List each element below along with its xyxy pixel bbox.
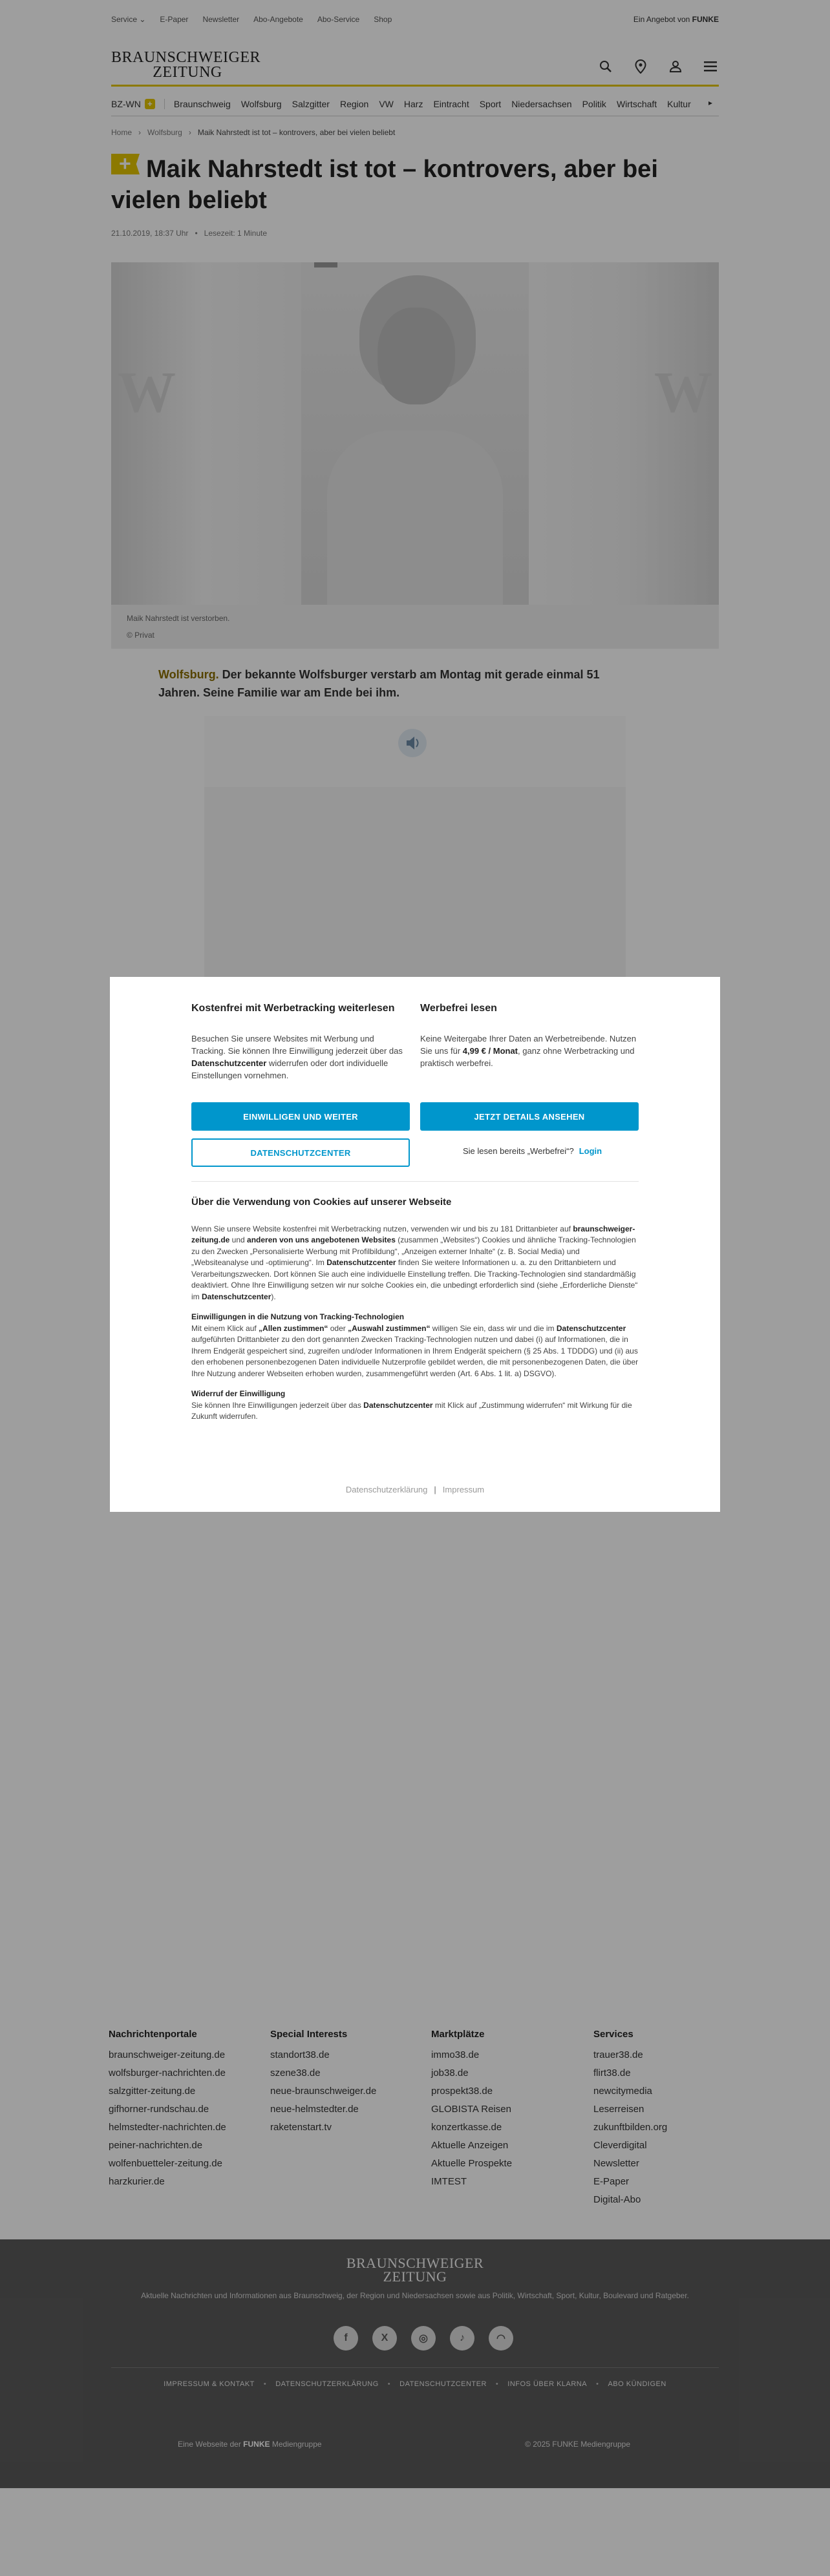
footer-column-title: Marktplätze: [431, 2029, 485, 2040]
breadcrumb-separator: ›: [188, 128, 191, 137]
footer-link[interactable]: GLOBISTA Reisen: [431, 2104, 511, 2115]
legal-link[interactable]: DATENSCHUTZERKLÄRUNG: [275, 2380, 379, 2388]
legal-link[interactable]: IMPRESSUM & KONTAKT: [164, 2380, 255, 2388]
footer-logo[interactable]: [0, 2256, 830, 2283]
footer-link[interactable]: trauer38.de: [593, 2049, 643, 2060]
cookie-info: [191, 1197, 639, 1423]
footer-link[interactable]: immo38.de: [431, 2049, 480, 2060]
adfree-text-2: , ganz ohne Werbetracking und praktisch werbefrei.: [420, 1046, 635, 1068]
accept-button[interactable]: EINWILLIGEN UND WEITER: [191, 1102, 410, 1131]
top-bar-link[interactable]: Abo-Service: [317, 15, 360, 24]
revoke-title: Widerruf der Einwilligung: [191, 1389, 286, 1398]
lead-location: Wolfsburg.: [158, 668, 219, 681]
privacy-policy-link[interactable]: Datenschutzerklärung: [345, 1485, 428, 1494]
p3-b: mit Klick auf „Zustimmung widerrufen“ mit Wirkung für die Zukunft widerrufen.: [191, 1400, 632, 1421]
legal-links: [0, 2380, 830, 2388]
footer-link[interactable]: newcitymedia: [593, 2086, 652, 2097]
background-letter: W: [118, 361, 176, 424]
nav-item[interactable]: Eintracht: [433, 98, 469, 109]
top-bar-link[interactable]: Abo-Angebote: [253, 15, 303, 24]
top-bar-link[interactable]: Shop: [374, 15, 392, 24]
legal-separator: •: [387, 2380, 391, 2388]
p1-c: (zusammen „Websites“) Cookies und ähnliche Tracking-Technologien zu den Zwecken „Personalisierte Werbung mit Profilbildung“, „Anzeigen externer Inhalte“ (z. B. Social Media) und „Websiteanalyse und -optimierung“. Im: [191, 1235, 636, 1267]
article-date: 21.10.2019, 18:37 Uhr: [111, 229, 189, 238]
p2-accept-selection: „Auswahl zustimmen“: [348, 1323, 431, 1333]
caption-text: Maik Nahrstedt ist verstorben.: [127, 614, 230, 623]
funke-offer-prefix: Ein Angebot von: [633, 15, 690, 24]
p1-site: braunschweiger-zeitung.de: [191, 1224, 635, 1244]
rss-icon[interactable]: ◠: [489, 2326, 513, 2351]
footer-link[interactable]: peiner-nachrichten.de: [109, 2140, 203, 2151]
consent-divider: [191, 1181, 639, 1182]
cookie-paragraph-2: [191, 1323, 639, 1380]
footer-column-title: Special Interests: [270, 2029, 348, 2040]
footer-link[interactable]: neue-helmstedter.de: [270, 2104, 359, 2115]
top-bar-link[interactable]: Service ⌄: [111, 15, 146, 24]
footer-link[interactable]: Newsletter: [593, 2158, 639, 2169]
nav-item[interactable]: Braunschweig: [173, 98, 231, 109]
nav-item[interactable]: Kultur: [667, 98, 691, 109]
login-link[interactable]: Login: [579, 1146, 602, 1156]
cookie-title: Über die Verwendung von Cookies auf unserer Webseite: [191, 1197, 452, 1208]
footer-link[interactable]: zukunftbilden.org: [593, 2122, 668, 2133]
legal-separator: •: [263, 2380, 267, 2388]
x-icon[interactable]: X: [372, 2326, 397, 2351]
p1-privacy-center-link[interactable]: Datenschutzcenter: [326, 1258, 396, 1267]
login-row: [463, 1146, 602, 1156]
footer-divider: [111, 2367, 719, 2368]
footer-link[interactable]: neue-braunschweiger.de: [270, 2086, 377, 2097]
nav-item[interactable]: Wolfsburg: [240, 98, 282, 109]
legal-separator: •: [596, 2380, 599, 2388]
footer-link[interactable]: Aktuelle Anzeigen: [431, 2140, 509, 2151]
caption-credit: © Privat: [127, 631, 154, 640]
nav-item[interactable]: Wirtschaft: [616, 98, 657, 109]
p2-d: aufgeführten Drittanbieter zu den dort genannten Zwecken Tracking-Technologien nutzen und dabei (i) auf Informationen, die in Ihrem Endgerät gespeichert sind, zugreifen und/oder Informationen in Ihrem Endgerät speichern (§ 25 Abs. 1 TDDDG) und (ii) aus den erhobenen personenbezogenen Daten individuelle Nutzerprofile gebildet werden, die mit personenbezogenen Daten, die über Ihre Nutzung anderer Webseiten erhoben wurden, zusammengeführt werden (Art. 6 Abs. 1 lit. a) DSGVO).: [191, 1335, 639, 1378]
footer-link[interactable]: Digital-Abo: [593, 2194, 641, 2205]
footer-publisher: [178, 2440, 322, 2449]
free-text-2: widerrufen oder dort individuelle Einstellungen vornehmen.: [191, 1058, 388, 1080]
tiktok-icon[interactable]: ♪: [450, 2326, 474, 2351]
publisher-brand: FUNKE: [243, 2440, 270, 2449]
p2-privacy-center-link[interactable]: Datenschutzcenter: [556, 1323, 626, 1333]
footer-link[interactable]: helmstedter-nachrichten.de: [109, 2122, 226, 2133]
free-text-1: Besuchen Sie unsere Websites mit Werbung und Tracking. Sie können Ihre Einwilligung jederzeit über das: [191, 1034, 403, 1056]
footer-link[interactable]: Cleverdigital: [593, 2140, 647, 2151]
privacy-center-button[interactable]: DATENSCHUTZCENTER: [191, 1138, 410, 1167]
footer-link[interactable]: flirt38.de: [593, 2068, 631, 2079]
footer-link[interactable]: standort38.de: [270, 2049, 330, 2060]
footer-link[interactable]: konzertkasse.de: [431, 2122, 502, 2133]
top-bar-link[interactable]: Newsletter: [202, 15, 240, 24]
plus-badge-icon: +: [145, 99, 155, 109]
bzwn-label: BZ-WN: [111, 98, 141, 109]
footer-link[interactable]: salzgitter-zeitung.de: [109, 2086, 196, 2097]
adfree-price: 4,99 € / Monat: [462, 1046, 518, 1056]
legal-link[interactable]: ABO KÜNDIGEN: [608, 2380, 666, 2388]
footer-link[interactable]: harzkurier.de: [109, 2176, 165, 2187]
footer-link[interactable]: IMTEST: [431, 2176, 467, 2187]
footer-link[interactable]: szene38.de: [270, 2068, 321, 2079]
consent-dialog: [110, 977, 720, 1512]
free-text: [191, 1032, 410, 1082]
footer-description: Aktuelle Nachrichten und Informationen aus Braunschweig, der Region und Niedersachsen sowie aus Politik, Wirtschaft, Sport, Kultur, Boulevard und Ratgeber.: [141, 2291, 689, 2300]
p1-e: ).: [271, 1292, 276, 1301]
background-letter: W: [654, 361, 712, 424]
footer-link[interactable]: braunschweiger-zeitung.de: [109, 2049, 226, 2060]
p3-privacy-center-link[interactable]: Datenschutzcenter: [363, 1400, 433, 1410]
adfree-text: [420, 1032, 639, 1069]
footer-link[interactable]: Leserreisen: [593, 2104, 644, 2115]
publisher-suffix: Mediengruppe: [270, 2440, 322, 2449]
consent-adfree-column: [420, 1003, 639, 1069]
breadcrumb-current: Maik Nahrstedt ist tot – kontrovers, aber bei vielen beliebt: [197, 128, 396, 137]
logo-line-1: BRAUNSCHWEIGER: [111, 49, 261, 66]
login-question: Sie lesen bereits „Werbefrei“?: [463, 1146, 574, 1156]
legal-link[interactable]: DATENSCHUTZCENTER: [399, 2380, 487, 2388]
cookie-paragraph-3: [191, 1400, 639, 1423]
consent-free-column: [191, 1003, 410, 1082]
footer-dark: [0, 2239, 830, 2488]
headline-text: Maik Nahrstedt ist tot – kontrovers, aber bei vielen beliebt: [111, 156, 658, 214]
consent-footer-separator: |: [434, 1485, 436, 1494]
copyright: © 2025 FUNKE Mediengruppe: [525, 2440, 630, 2449]
p2-c: willigen Sie ein, dass wir und die im: [430, 1323, 557, 1333]
details-button[interactable]: JETZT DETAILS ANSEHEN: [420, 1102, 639, 1131]
free-text-link[interactable]: Datenschutzcenter: [191, 1058, 267, 1068]
funke-brand: FUNKE: [692, 15, 719, 24]
nav-item[interactable]: Harz: [403, 98, 423, 109]
footer-link[interactable]: wolfsburger-nachrichten.de: [109, 2068, 226, 2079]
page-bottom-space: [0, 2488, 830, 2576]
imprint-link[interactable]: Impressum: [442, 1485, 485, 1494]
footer-link[interactable]: raketenstart.tv: [270, 2122, 332, 2133]
nav-more-arrow-icon[interactable]: ▸: [708, 98, 712, 107]
breadcrumb-wolfsburg[interactable]: Wolfsburg: [147, 128, 182, 137]
p1-privacy-center-link-2[interactable]: Datenschutzcenter: [202, 1292, 271, 1301]
free-title: Kostenfrei mit Werbetracking weiterlesen: [191, 1003, 395, 1014]
meta-bullet: •: [195, 229, 198, 238]
p1-b: und: [229, 1235, 248, 1244]
p1-other-sites[interactable]: anderen von uns angebotenen Websites: [247, 1235, 396, 1244]
nav-item[interactable]: Salzgitter: [292, 98, 330, 109]
adfree-title: Werbefrei lesen: [420, 1003, 497, 1014]
logo-line-2: ZEITUNG: [153, 64, 222, 81]
breadcrumb-separator: ›: [138, 128, 142, 137]
footer-link[interactable]: job38.de: [431, 2068, 469, 2079]
social-links: [334, 2326, 513, 2351]
nav-item[interactable]: Politik: [582, 98, 606, 109]
consent-footer: [110, 1485, 720, 1494]
p1-d: finden Sie weitere Informationen u. a. zu den Drittanbietern und Verarbeitungszwecken. Dort können Sie auch eine individuelle Einstellung treffen. Die Tracking-Technologien sind standardmäßig deaktiviert. Ohne Ihre Einwilligung setzen wir nur solche Cookies ein, die unbedingt erforderlich sind (siehe „Erforderliche Dienste“ im: [191, 1258, 638, 1301]
p2-a: Mit einem Klick auf: [191, 1323, 259, 1333]
footer-link[interactable]: Aktuelle Prospekte: [431, 2158, 513, 2169]
adfree-text-1: Keine Weitergabe Ihrer Daten an Werbetreibende. Nutzen Sie uns für: [420, 1034, 637, 1056]
breadcrumb-home[interactable]: Home: [111, 128, 133, 137]
nav-item[interactable]: Niedersachsen: [511, 98, 572, 109]
footer-link[interactable]: gifhorner-rundschau.de: [109, 2104, 209, 2115]
reading-time: Lesezeit: 1 Minute: [204, 229, 268, 238]
nav-item[interactable]: VW: [379, 98, 394, 109]
instagram-icon[interactable]: ◎: [411, 2326, 436, 2351]
facebook-icon[interactable]: f: [334, 2326, 358, 2351]
nav-item[interactable]: Region: [339, 98, 369, 109]
p2-accept-all: „Allen zustimmen“: [259, 1323, 328, 1333]
footer-link[interactable]: E-Paper: [593, 2176, 630, 2187]
footer-column-title: Services: [593, 2029, 633, 2040]
footer-link[interactable]: wolfenbuetteler-zeitung.de: [109, 2158, 222, 2169]
footer-logo-line-2: ZEITUNG: [383, 2268, 447, 2285]
nav-item[interactable]: Sport: [479, 98, 502, 109]
footer-link[interactable]: prospekt38.de: [431, 2086, 493, 2097]
legal-link[interactable]: INFOS ÜBER KLARNA: [507, 2380, 588, 2388]
lead-text: Der bekannte Wolfsburger verstarb am Montag mit gerade einmal 51 Jahren. Seine Familie war am Ende bei ihm.: [158, 668, 600, 699]
top-bar-link[interactable]: E-Paper: [160, 15, 189, 24]
p1-a: Wenn Sie unsere Website kostenfrei mit Werbetracking nutzen, verwenden wir und bis zu 181 Drittanbieter auf: [191, 1224, 573, 1233]
consent-use-title: Einwilligungen in die Nutzung von Tracking-Technologien: [191, 1312, 405, 1321]
footer-column-title: Nachrichtenportale: [109, 2029, 197, 2040]
cookie-paragraph-1: [191, 1224, 639, 1303]
p2-b: oder: [328, 1323, 348, 1333]
legal-separator: •: [495, 2380, 499, 2388]
footer-logo-line-1: BRAUNSCHWEIGER: [346, 2255, 484, 2271]
p3-a: Sie können Ihre Einwilligungen jederzeit über das: [191, 1400, 364, 1410]
publisher-text: Eine Webseite der: [178, 2440, 244, 2449]
